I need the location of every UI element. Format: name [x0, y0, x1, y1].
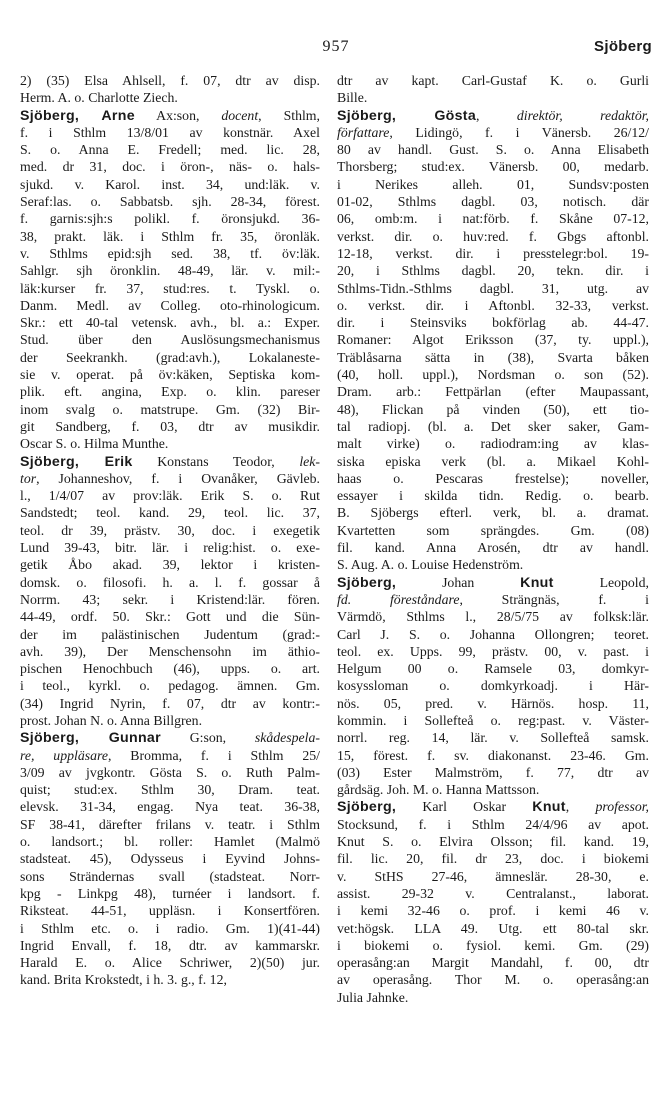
entry-text: Lund 39-43, bitr. lär. i relig:hist. o. exe-: [20, 540, 320, 556]
text-line: [337, 487, 649, 504]
text-line: [20, 193, 320, 210]
entry-text: dtr av kapt. Carl-Gustaf K. o. Gurli: [337, 73, 649, 88]
entry-text: der im palästinischen Judentum (grad:-: [20, 626, 320, 642]
text-line: [20, 626, 320, 643]
entry-text: sons Strändernas svall (stadsteat. Norr-: [20, 868, 320, 884]
entry-text: avh. 39), Der Menschensohn im äthio-: [20, 643, 320, 659]
entry-text: med. dr 31, doc. i öron-, näs- o. hals-: [20, 159, 320, 175]
entry-occupation: direktör, redaktör,: [516, 107, 649, 123]
text-line: [337, 747, 649, 764]
text-line: [337, 176, 649, 193]
text-line: [20, 591, 320, 608]
entry-text: , Bromma, f. i Sthlm 25/: [107, 747, 320, 763]
entry-text: kosyssloman o. domkyrkoadj. i Här-: [337, 678, 649, 694]
entry-occupation: re, uppläsare: [20, 747, 108, 763]
entry-text: siska episka verk (bl. a. Mikael Kohl-: [337, 453, 649, 469]
entry-text: vet:högsk. LLA 49. Utg. ett 80-tal skr.: [337, 920, 649, 936]
entry-text: S. Aug. A. o. Louise Hedenström.: [337, 557, 524, 573]
text-line: [337, 902, 649, 919]
entry-text: inom svalg o. matstrupe. Gm. (32) Bir-: [20, 401, 320, 417]
entry-text: Seraf:las. o. Sabbatsb. sjh. 28-34, förest.: [20, 194, 320, 210]
entry-text: haas o. Pescaras frestelse); noveller,: [337, 470, 649, 486]
text-line: [337, 331, 649, 348]
text-line: [337, 418, 649, 435]
text-line: [20, 453, 320, 470]
entry-name: Sjöberg,: [337, 799, 397, 816]
entry-text: 01-02, Sthlms dagbl. 03, notisch. där: [337, 194, 649, 210]
entry-text: Norrm. 43; sekr. i Kristend:lär. fören.: [20, 591, 320, 607]
text-line: [337, 539, 649, 556]
entry-text: git Sandberg, f. 03, dtr av musikdir.: [20, 418, 320, 434]
text-line: [337, 798, 649, 815]
text-line: [337, 971, 649, 988]
entry-text: fil. lic. 20, fil. dr 23, doc. i biokemi: [337, 851, 649, 867]
entry-text: B. Sjöbergs efterl. verk, bl. a. dramat.: [337, 505, 649, 521]
entry-text: malt virke) o. radiodram:ing av klas-: [337, 436, 649, 452]
text-line: [337, 574, 649, 591]
entry-text: Knut S. o. Elvira Olsson; fil. kand. 19,: [337, 834, 649, 850]
entry-text: , Sthlm,: [258, 107, 320, 123]
text-line: [337, 591, 649, 608]
entry-text: getik Åbo akad. 39, lektor i kristen-: [20, 557, 320, 573]
entry-text: v. Sthlms epid:sjh sed. 38, tf. öv:läk.: [20, 245, 320, 261]
entry-text: assist. 29-32 v. Centralanst., laborat.: [337, 885, 649, 901]
text-line: [337, 280, 649, 297]
text-line: [337, 868, 649, 885]
text-line: [20, 712, 320, 729]
text-line: [337, 366, 649, 383]
entry-occupation: lek-: [299, 453, 320, 469]
entry-occupation: docent: [221, 107, 259, 123]
text-line: [20, 920, 320, 937]
entry-text: 80 av handl. Gust. S. o. Anna Elisabeth: [337, 142, 649, 158]
text-line: [337, 556, 649, 573]
text-line: [20, 504, 320, 521]
entry-text: kand. Brita Krokstedt, i h. 3. g., f. 12,: [20, 972, 227, 988]
text-line: [20, 937, 320, 954]
text-line: [337, 885, 649, 902]
entry-text: Sahlgr. sjh öronklin. 48-49, lär. v. mil:-: [20, 263, 320, 279]
text-line: [20, 435, 320, 452]
entry-text: norrl. reg. 14, lär. v. Sollefteå samsk.: [337, 730, 649, 746]
entry-text: Ingrid Envall, f. 18, dtr. av kammarskr.: [20, 937, 320, 953]
right-column: [337, 72, 649, 1006]
entry-text: i Nerikes alleh. 01, Sundsv:posten: [337, 176, 649, 192]
text-line: [20, 349, 320, 366]
text-line: [20, 850, 320, 867]
entry-text: f. garnis:sjh:s polikl. f. öronsjukd. 36-: [20, 211, 320, 227]
text-line: [337, 660, 649, 677]
entry-text: , Strängnäs, f. i: [459, 591, 649, 607]
entry-text: sjukd. v. Karol. inst. 34, und:läk. v.: [20, 176, 320, 192]
entry-text: 15, förest. f. sv. diakonanst. 23-46. Gm.: [337, 747, 649, 763]
entry-text: i Sthlm etc. o. i radio. Gm. 1)(41-44): [20, 920, 320, 936]
entry-text: läk:kurser fr. 37, stud:res. t. Tyskl. o.: [20, 280, 320, 296]
entry-text: pischen Henochbuch (46), upps. o. art.: [20, 661, 320, 677]
entry-text: , Johanneshov, f. i Ovanåker, Gävleb.: [36, 470, 320, 486]
running-head: Sjöberg: [594, 38, 652, 55]
entry-text: av operasång. Thor M. o. operasång:an: [337, 972, 649, 988]
entry-text: Dram. arb.: Fettpärlan (efter Maupassant,: [337, 384, 649, 400]
entry-text: quist; stud:ex. Sthlm 30, Dram. teat.: [20, 782, 320, 798]
text-line: [20, 885, 320, 902]
entry-text: Ax:son,: [134, 107, 222, 123]
text-line: [20, 833, 320, 850]
entry-text: v. StHS 27-46, ämneslär. 28-30, e.: [337, 868, 649, 884]
text-line: [20, 245, 320, 262]
text-line: [20, 280, 320, 297]
text-line: [20, 158, 320, 175]
text-line: [20, 107, 320, 124]
entry-text: Träblåsarna sätta in (38), Svarta båken: [337, 349, 649, 365]
entry-text: Sandstedt; teol. kand. 29, teol. lic. 37,: [20, 505, 320, 521]
text-line: [337, 158, 649, 175]
text-line: [337, 729, 649, 746]
entry-name: Sjöberg, Arne: [20, 107, 135, 124]
entry-text: tal radiopj. (bl. a. Det sker saker, Gam-: [337, 418, 649, 434]
entry-text: domsk. o. filosofi. h. a. l. f. gossar å: [20, 574, 320, 590]
text-line: [20, 470, 320, 487]
entry-text: essayer i skilda tidn. Redig. o. bearb.: [337, 488, 649, 504]
text-line: [337, 643, 649, 660]
text-line: [337, 314, 649, 331]
entry-text: i teol., kyrkl. o. pedagog. ämnen. Gm.: [20, 678, 320, 694]
text-line: [20, 228, 320, 245]
entry-text: stadsteat. 45), Odysseus i Eyvind Johns-: [20, 851, 320, 867]
entry-occupation: författare: [337, 124, 390, 140]
entry-occupation: professor,: [595, 799, 649, 815]
text-line: [20, 747, 320, 764]
text-line: [337, 141, 649, 158]
text-line: [337, 677, 649, 694]
entry-text: 48), Flickan på vinden (50), ett tio-: [337, 401, 649, 417]
entry-text: i biokemi o. fysiol. kemi. Gm. (29): [337, 937, 649, 953]
text-line: [20, 487, 320, 504]
text-line: [337, 435, 649, 452]
text-line: [20, 798, 320, 815]
entry-name: Sjöberg, Gösta: [337, 107, 477, 124]
text-line: [337, 89, 649, 106]
entry-text: SF 38-41, därefter frilans v. teatr. i Sthlm: [20, 816, 320, 832]
entry-text: elevsk. 31-34, engag. Nya teat. 36-38,: [20, 799, 320, 815]
entry-text: Kvartetten som sprängdes. Gm. (08): [337, 522, 649, 538]
entry-text: plik. eft. angina, Exp. o. klin. pareser: [20, 384, 320, 400]
text-line: [20, 643, 320, 660]
text-line: [337, 401, 649, 418]
text-line: [337, 193, 649, 210]
entry-text: Thorsberg; stud:ex. Vänersb. 00, medarb.: [337, 159, 649, 175]
text-line: [337, 504, 649, 521]
text-line: [20, 764, 320, 781]
text-line: [20, 660, 320, 677]
text-line: [20, 89, 320, 106]
entry-text: (40, holl. uppl.), Nordsman o. son (52).: [337, 367, 649, 383]
text-line: [20, 608, 320, 625]
entry-text: 2) (35) Elsa Ahlsell, f. 07, dtr av disp.: [20, 73, 320, 88]
entry-text: l., 1/4/07 av prov:läk. Erik S. o. Rut: [20, 488, 320, 504]
entry-text: Harald E. o. Alice Schriwer, 2)(50) jur.: [20, 955, 320, 971]
entry-text: 38, prakt. läk. i Sthlm fr. 35, öronläk.: [20, 228, 320, 244]
entry-text: 44-49, ordf. 50. Skr.: Gott und die Sün-: [20, 609, 320, 625]
text-line: [337, 608, 649, 625]
text-line: [337, 833, 649, 850]
text-line: [20, 868, 320, 885]
entry-text: teol. dr 39, prästv. 30, doc. i exegetik: [20, 522, 320, 538]
text-line: [337, 522, 649, 539]
text-line: [337, 470, 649, 487]
entry-text: Värmdö, Sthlms l., 28/5/75 av folksk:lär.: [337, 609, 649, 625]
left-column: [20, 72, 320, 989]
entry-text: Konstans Teodor,: [132, 453, 300, 469]
entry-text: ,: [476, 107, 517, 123]
text-line: [337, 210, 649, 227]
entry-text: Danm. Medl. av Colleg. oto-rhinologicum.: [20, 297, 320, 313]
text-line: [20, 314, 320, 331]
entry-text: Sthlms-Tidn.-Sthlms dagbl. 31, utg. av: [337, 280, 649, 296]
text-line: [20, 401, 320, 418]
entry-text: Stud. über den Auslösungsmechanismus: [20, 332, 320, 348]
entry-text: kpg - Linkpg 48), turnéer i landsort. f.: [20, 885, 320, 901]
text-line: [337, 383, 649, 400]
text-line: [337, 297, 649, 314]
text-line: [20, 297, 320, 314]
entry-text: G:son,: [160, 730, 255, 746]
text-line: [20, 176, 320, 193]
entry-text: Skr.: ett 40-tal vetensk. avh., bl. a.: Exper.: [20, 315, 320, 331]
text-line: [20, 366, 320, 383]
text-line: [337, 937, 649, 954]
entry-text: Julia Jahnke.: [337, 989, 409, 1005]
text-line: [337, 989, 649, 1006]
text-line: [337, 245, 649, 262]
text-line: [337, 262, 649, 279]
entry-text: Riksteat. 44-51, uppläsn. i Konsertfören.: [20, 903, 320, 919]
text-line: [337, 626, 649, 643]
entry-text: 12-18, verkst. dir. i presstelegr:bol. 19-: [337, 245, 649, 261]
entry-text: (34) Ingrid Nyrin, f. 07, dtr av kontr:-: [20, 695, 320, 711]
entry-text: Bille.: [337, 90, 368, 106]
text-line: [337, 124, 649, 141]
text-line: [20, 574, 320, 591]
entry-text: Karl Oskar: [396, 799, 533, 815]
entry-occupation: tor: [20, 470, 37, 486]
entry-text: ,: [565, 799, 596, 815]
entry-text: teol. ex. Upps. 99, prästv. 00, v. past. i: [337, 643, 649, 659]
text-line: [20, 695, 320, 712]
entry-text: verkst. dir. o. huv:red. f. Gbgs aftonbl.: [337, 228, 649, 244]
text-line: [20, 418, 320, 435]
entry-text: sie v. operat. på öv:käken, Septiska kom-: [20, 367, 320, 383]
entry-name: Sjöberg,: [337, 574, 397, 591]
entry-text: Stocksund, f. i Sthlm 24/4/96 av apot.: [337, 816, 649, 832]
text-line: [20, 816, 320, 833]
text-line: [20, 971, 320, 988]
text-line: [20, 539, 320, 556]
text-line: [20, 383, 320, 400]
entry-text: Leopold,: [553, 574, 649, 590]
text-line: [20, 331, 320, 348]
entry-text: dir. i Steinsviks bokförlag ab. 44-47.: [337, 315, 649, 331]
entry-text: (03) Ester Malmström, f. 77, dtr av: [337, 764, 649, 780]
text-line: [20, 262, 320, 279]
entry-text: prost. Johan N. o. Anna Billgren.: [20, 712, 203, 728]
entry-text: fil. kand. Anna Arosén, dtr av handl.: [337, 540, 649, 556]
entry-text: o. verkst. dir. i Aftonbl. 32-33, verkst.: [337, 297, 649, 313]
entry-text: i kemi 32-46 o. prof. i kemi 46 v.: [337, 903, 649, 919]
page-header: [20, 38, 652, 62]
text-line: [20, 210, 320, 227]
entry-text: 06, omb:m. i nat:förb. f. Skåne 07-12,: [337, 211, 649, 227]
text-line: [337, 72, 649, 89]
text-line: [20, 141, 320, 158]
text-line: [337, 349, 649, 366]
text-line: [337, 107, 649, 124]
entry-text: kommin. i Sollefteå o. reg:past. v. Väster-: [337, 712, 649, 728]
page-number: 957: [322, 38, 350, 55]
entry-occupation: fd. föreståndare: [337, 591, 460, 607]
entry-text: , Lidingö, f. i Vänersb. 26/12/: [389, 124, 649, 140]
text-line: [20, 556, 320, 573]
text-line: [337, 920, 649, 937]
text-line: [20, 124, 320, 141]
text-line: [337, 712, 649, 729]
entry-occupation: skådespela-: [254, 730, 320, 746]
entry-text: Herm. A. o. Charlotte Ziech.: [20, 90, 178, 106]
entry-text: o. landsort.; bl. roller: Hamlet (Malmö: [20, 834, 320, 850]
text-line: [337, 850, 649, 867]
text-line: [337, 453, 649, 470]
entry-text: f. i Sthlm 13/8/01 av konstnär. Axel: [20, 124, 320, 140]
entry-text: gårdsäg. Joh. M. o. Hanna Mattsson.: [337, 782, 540, 798]
text-line: [337, 228, 649, 245]
entry-text: 20, i Sthlms dagbl. 20, tekn. dir. i: [337, 263, 649, 279]
entry-text: Romaner: Algot Eriksson (37, ty. uppl.),: [337, 332, 649, 348]
entry-text: 3/09 av jvgkontr. Gösta S. o. Ruth Palm-: [20, 764, 320, 780]
entry-text: operasång:an Margit Mandahl, f. 00, dtr: [337, 955, 649, 971]
text-line: [337, 764, 649, 781]
entry-text: S. o. Anna E. Fredell; med. lic. 28,: [20, 142, 320, 158]
text-line: [337, 954, 649, 971]
entry-name: Sjöberg, Erik: [20, 453, 133, 470]
entry-text: der Seekrankh. (grad:avh.), Lokalaneste-: [20, 349, 320, 365]
text-line: [20, 781, 320, 798]
text-line: [20, 954, 320, 971]
text-line: [20, 729, 320, 746]
entry-name: Sjöberg, Gunnar: [20, 730, 161, 747]
text-line: [20, 72, 320, 89]
text-line: [20, 902, 320, 919]
entry-text: Oscar S. o. Hilma Munthe.: [20, 436, 169, 452]
entry-name: Knut: [520, 574, 554, 591]
text-line: [20, 522, 320, 539]
entry-text: nös. 05, pred. v. Härnös. hosp. 11,: [337, 695, 649, 711]
entry-text: Carl J. S. o. Johanna Ollongren; teoret.: [337, 626, 649, 642]
entry-text: Helgum 00 o. Ramsele 03, domkyr-: [337, 661, 649, 677]
text-line: [20, 677, 320, 694]
text-line: [337, 695, 649, 712]
entry-text: Johan: [396, 574, 521, 590]
text-line: [337, 781, 649, 798]
text-line: [337, 816, 649, 833]
entry-name: Knut: [532, 799, 566, 816]
